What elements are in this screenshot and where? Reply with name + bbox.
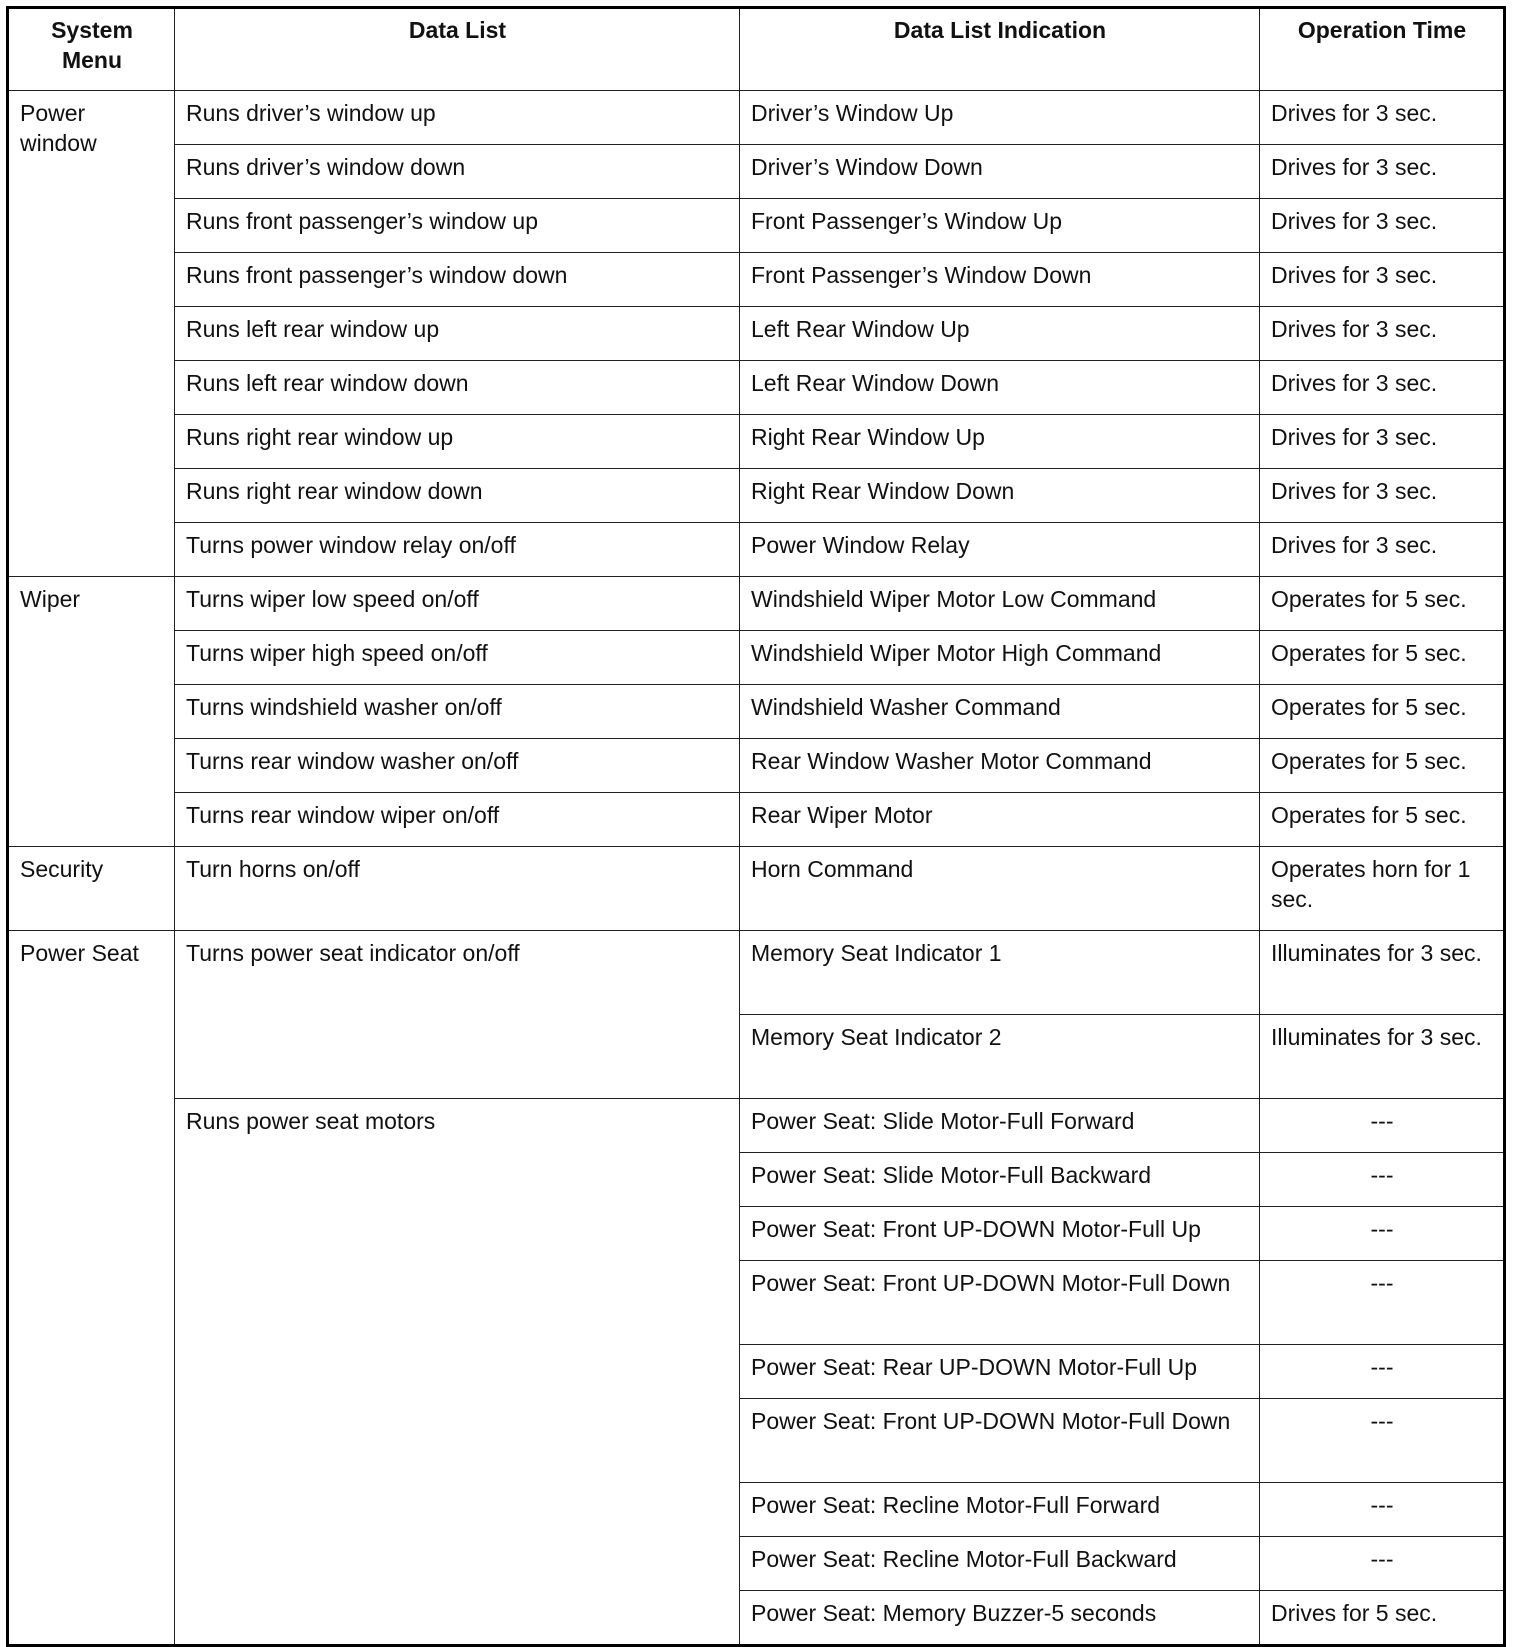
data-list-cell: Turns rear window wiper on/off	[175, 793, 740, 847]
system-menu-cell: Power window	[8, 91, 175, 577]
operation-time-cell: ---	[1260, 1483, 1505, 1537]
table-row	[8, 523, 1505, 577]
operation-time-cell: Drives for 3 sec.	[1260, 145, 1505, 199]
data-list-indication-cell: Power Seat: Front UP-DOWN Motor-Full Down	[740, 1261, 1260, 1345]
data-list-cell: Turns power window relay on/off	[175, 523, 740, 577]
operation-time-cell: Drives for 5 sec.	[1260, 1591, 1505, 1646]
data-list-indication-cell: Right Rear Window Down	[740, 469, 1260, 523]
data-list-indication-cell: Windshield Wiper Motor High Command	[740, 631, 1260, 685]
data-list-indication-cell: Windshield Wiper Motor Low Command	[740, 577, 1260, 631]
data-list-indication-cell: Left Rear Window Down	[740, 361, 1260, 415]
table-body	[8, 91, 1505, 1646]
operation-time-cell: Illuminates for 3 sec.	[1260, 931, 1505, 1015]
operation-time-cell: ---	[1260, 1153, 1505, 1207]
operation-time-cell: ---	[1260, 1345, 1505, 1399]
table-row	[8, 631, 1505, 685]
data-list-indication-cell: Rear Wiper Motor	[740, 793, 1260, 847]
header-operation-time: Operation Time	[1260, 8, 1505, 91]
operation-time-cell: Operates for 5 sec.	[1260, 685, 1505, 739]
operation-time-cell: ---	[1260, 1537, 1505, 1591]
table-row	[8, 469, 1505, 523]
data-list-cell: Turns wiper low speed on/off	[175, 577, 740, 631]
operation-time-cell: Operates for 5 sec.	[1260, 793, 1505, 847]
header-data-list-indication: Data List Indication	[740, 8, 1260, 91]
system-menu-cell: Wiper	[8, 577, 175, 847]
data-list-indication-cell: Windshield Washer Command	[740, 685, 1260, 739]
operation-time-cell: ---	[1260, 1399, 1505, 1483]
table-header-row	[8, 8, 1505, 91]
operation-time-cell: Drives for 3 sec.	[1260, 415, 1505, 469]
table-row	[8, 847, 1505, 931]
table-row	[8, 931, 1505, 1015]
data-list-cell: Runs driver’s window up	[175, 91, 740, 145]
active-test-table	[6, 6, 1506, 1647]
table-row	[8, 145, 1505, 199]
data-list-cell: Turns windshield washer on/off	[175, 685, 740, 739]
data-list-indication-cell: Memory Seat Indicator 1	[740, 931, 1260, 1015]
data-list-cell: Turn horns on/off	[175, 847, 740, 931]
table-row	[8, 793, 1505, 847]
data-list-cell: Runs front passenger’s window down	[175, 253, 740, 307]
data-list-indication-cell: Power Seat: Front UP-DOWN Motor-Full Down	[740, 1399, 1260, 1483]
data-list-indication-cell: Memory Seat Indicator 2	[740, 1015, 1260, 1099]
table-row	[8, 307, 1505, 361]
data-list-indication-cell: Power Seat: Slide Motor-Full Forward	[740, 1099, 1260, 1153]
operation-time-cell: Drives for 3 sec.	[1260, 253, 1505, 307]
data-list-indication-cell: Front Passenger’s Window Down	[740, 253, 1260, 307]
operation-time-cell: Operates for 5 sec.	[1260, 631, 1505, 685]
data-list-indication-cell: Left Rear Window Up	[740, 307, 1260, 361]
data-list-indication-cell: Power Seat: Slide Motor-Full Backward	[740, 1153, 1260, 1207]
data-list-cell: Runs left rear window up	[175, 307, 740, 361]
data-list-cell: Runs right rear window up	[175, 415, 740, 469]
data-list-cell: Runs driver’s window down	[175, 145, 740, 199]
data-list-cell: Turns rear window washer on/off	[175, 739, 740, 793]
data-list-cell: Runs right rear window down	[175, 469, 740, 523]
operation-time-cell: Operates for 5 sec.	[1260, 739, 1505, 793]
data-list-cell: Turns power seat indicator on/off	[175, 931, 740, 1099]
data-list-indication-cell: Front Passenger’s Window Up	[740, 199, 1260, 253]
header-data-list: Data List	[175, 8, 740, 91]
data-list-cell: Turns wiper high speed on/off	[175, 631, 740, 685]
table-row	[8, 415, 1505, 469]
operation-time-cell: ---	[1260, 1099, 1505, 1153]
operation-time-cell: Drives for 3 sec.	[1260, 199, 1505, 253]
operation-time-cell: Illuminates for 3 sec.	[1260, 1015, 1505, 1099]
table-row	[8, 253, 1505, 307]
operation-time-cell: Drives for 3 sec.	[1260, 91, 1505, 145]
operation-time-cell: Drives for 3 sec.	[1260, 469, 1505, 523]
operation-time-cell: ---	[1260, 1207, 1505, 1261]
data-list-indication-cell: Power Seat: Rear UP-DOWN Motor-Full Up	[740, 1345, 1260, 1399]
operation-time-cell: Drives for 3 sec.	[1260, 361, 1505, 415]
operation-time-cell: Operates for 5 sec.	[1260, 577, 1505, 631]
data-list-indication-cell: Power Window Relay	[740, 523, 1260, 577]
operation-time-cell: Drives for 3 sec.	[1260, 307, 1505, 361]
table-row	[8, 91, 1505, 145]
operation-time-cell: Drives for 3 sec.	[1260, 523, 1505, 577]
table-row	[8, 685, 1505, 739]
data-list-indication-cell: Power Seat: Front UP-DOWN Motor-Full Up	[740, 1207, 1260, 1261]
data-list-cell: Runs front passenger’s window up	[175, 199, 740, 253]
data-list-indication-cell: Horn Command	[740, 847, 1260, 931]
operation-time-cell: ---	[1260, 1261, 1505, 1345]
table-row	[8, 361, 1505, 415]
data-list-indication-cell: Right Rear Window Up	[740, 415, 1260, 469]
table-row	[8, 739, 1505, 793]
table-row	[8, 1099, 1505, 1153]
system-menu-cell: Security	[8, 847, 175, 931]
data-list-indication-cell: Rear Window Washer Motor Command	[740, 739, 1260, 793]
table-row	[8, 577, 1505, 631]
table-row	[8, 199, 1505, 253]
system-menu-cell: Power Seat	[8, 931, 175, 1646]
data-list-cell: Runs left rear window down	[175, 361, 740, 415]
data-list-indication-cell: Power Seat: Memory Buzzer-5 seconds	[740, 1591, 1260, 1646]
operation-time-cell: Operates horn for 1 sec.	[1260, 847, 1505, 931]
data-list-indication-cell: Power Seat: Recline Motor-Full Forward	[740, 1483, 1260, 1537]
data-list-cell: Runs power seat motors	[175, 1099, 740, 1646]
data-list-indication-cell: Power Seat: Recline Motor-Full Backward	[740, 1537, 1260, 1591]
data-list-indication-cell: Driver’s Window Up	[740, 91, 1260, 145]
data-list-indication-cell: Driver’s Window Down	[740, 145, 1260, 199]
header-system-menu: System Menu	[8, 8, 175, 91]
